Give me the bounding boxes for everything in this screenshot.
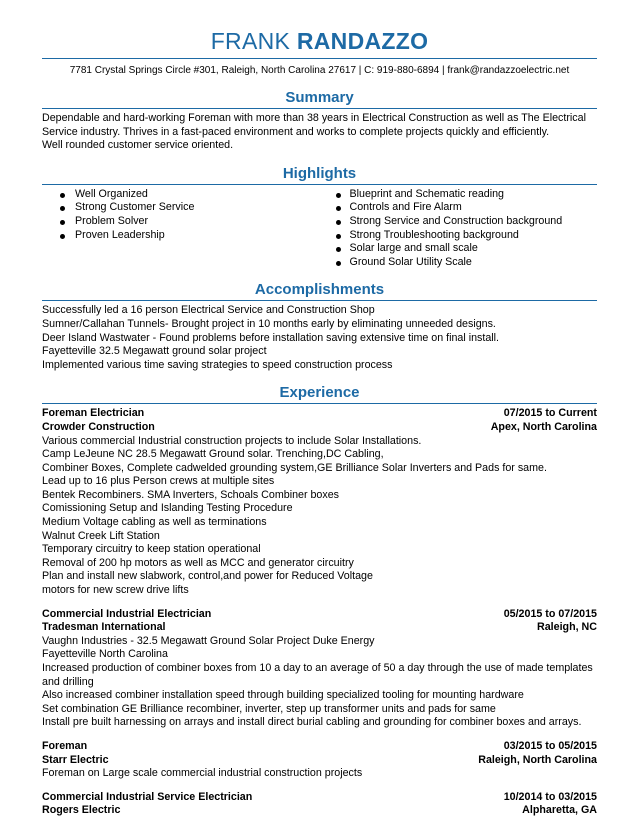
highlights-right-column: [320, 188, 598, 270]
job-location: Apex, North Carolina: [490, 420, 597, 433]
accomplishments-text: [42, 304, 597, 372]
job-detail: Comissioning Setup and Islanding Testing Procedure: [42, 502, 293, 515]
job-header: [42, 608, 597, 622]
job-dates: 03/2015 to 05/2015: [503, 739, 597, 752]
highlight-item: Controls and Fire Alarm: [320, 201, 598, 215]
job-company: Tradesman International: [42, 621, 166, 634]
accomplishments-divider: [42, 300, 597, 301]
candidate-name: [42, 26, 597, 56]
job-entry: [42, 608, 597, 730]
highlights-divider: [42, 184, 597, 185]
job-dates: 10/2014 to 03/2015: [503, 790, 597, 803]
job-detail: Various commercial Industrial construction projects to include Solar Installations.: [42, 434, 422, 447]
job-detail: Camp LeJeune NC 28.5 Megawatt Ground solar. Trenching,DC Cabling,: [42, 448, 384, 461]
experience-divider: [42, 403, 597, 404]
job-detail: Bentek Recombiners. SMA Inverters, Schoals Combiner boxes: [42, 488, 340, 501]
job-company: Starr Electric: [42, 753, 109, 766]
job-location: Raleigh, NC: [537, 621, 597, 634]
highlight-item: Strong Service and Construction background: [320, 215, 598, 229]
job-detail: Plan and install new slabwork, control,and power for Reduced Voltage: [42, 570, 373, 583]
job-title: Commercial Industrial Electrician: [42, 607, 212, 620]
highlight-item: Problem Solver: [42, 215, 320, 229]
job-company-row: [42, 754, 597, 768]
summary-divider: [42, 108, 597, 109]
highlights-list: [42, 188, 597, 270]
last-name: RANDAZZO: [296, 28, 429, 54]
job-company-row: [42, 621, 597, 635]
job-detail: Lead up to 16 plus Person crews at multiple sites: [42, 475, 275, 488]
job-company-row: [42, 804, 597, 818]
job-dates: 05/2015 to 07/2015: [503, 607, 597, 620]
accomplishment-line: Deer Island Wastwater - Found problems before installation saving extensive time on final install.: [42, 331, 500, 344]
job-title: Foreman Electrician: [42, 407, 145, 420]
accomplishment-line: Successfully led a 16 person Electrical Service and Construction Shop: [42, 304, 375, 317]
job-title: Commercial Industrial Service Electrician: [42, 790, 253, 803]
job-detail: Vaughn Industries - 32.5 Megawatt Ground Solar Project Duke Energy: [42, 634, 375, 647]
highlight-item: Well Organized: [42, 188, 320, 202]
experience-heading: Experience: [279, 384, 360, 402]
summary-line: Service industry. Thrives in a fast-paced environment and works to complete projects quickly and efficiently.: [42, 125, 550, 138]
job-detail: Removal of 200 hp motors as well as MCC and generator circuitry: [42, 556, 354, 569]
summary-line: Well rounded customer service oriented.: [42, 139, 234, 152]
highlight-item: Strong Troubleshooting background: [320, 229, 598, 243]
job-detail: Also increased combiner installation speed through building specialized tooling for mounting hardware: [42, 689, 524, 702]
job-header: [42, 791, 597, 805]
job-location: Alpharetta, GA: [522, 804, 597, 817]
job-detail: Medium Voltage cabling as well as terminations: [42, 516, 267, 529]
job-detail: Set combination GE Brilliance recombiner, inverter, step up transformer units and pads for same: [42, 702, 496, 715]
job-detail: Combiner Boxes, Complete cadwelded grounding system,GE Brilliance Solar Inverters and Pads for same.: [42, 461, 547, 474]
summary-text: [42, 112, 597, 153]
job-entry: [42, 740, 597, 781]
job-detail: Increased production of combiner boxes from 10 a day to an average of 50 a day through the use of made templates and drilling: [42, 662, 593, 688]
job-detail: motors for new screw drive lifts: [42, 584, 189, 597]
job-detail: Temporary circuitry to keep station operational: [42, 543, 261, 556]
job-entry: [42, 791, 597, 818]
first-name: FRANK: [210, 28, 291, 54]
job-detail: Fayetteville North Carolina: [42, 648, 168, 661]
highlight-item: Strong Customer Service: [42, 201, 320, 215]
accomplishment-line: Sumner/Callahan Tunnels- Brought project in 10 months early by eliminating unneeded designs.: [42, 317, 496, 330]
highlight-item: Ground Solar Utility Scale: [320, 256, 598, 270]
job-location: Raleigh, North Carolina: [478, 753, 597, 766]
job-title: Foreman: [42, 739, 88, 752]
accomplishment-line: Implemented various time saving strategies to speed construction process: [42, 358, 393, 371]
job-dates: 07/2015 to Current: [503, 407, 597, 420]
highlights-heading: Highlights: [282, 164, 357, 182]
resume-page: [42, 26, 597, 818]
job-detail: Install pre built harnessing on arrays and install direct burial cabling and grounding for combiner boxes and arrays.: [42, 716, 582, 729]
highlights-left-column: [42, 188, 320, 270]
contact-info: 7781 Crystal Springs Circle #301, Raleigh, North Carolina 27617 | C: 919-880-6894 | frank@randazzoelectric.net: [69, 65, 570, 76]
summary-line: Dependable and hard-working Foreman with more than 38 years in Electrical Construction as well as The Electrical: [42, 112, 586, 124]
accomplishment-line: Fayetteville 32.5 Megawatt ground solar project: [42, 345, 267, 358]
job-company: Crowder Construction: [42, 420, 155, 433]
highlight-item: Proven Leadership: [42, 229, 320, 243]
job-entry: [42, 407, 597, 597]
job-detail: Walnut Creek Lift Station: [42, 529, 160, 542]
summary-heading: Summary: [285, 89, 354, 106]
job-detail: Foreman on Large scale commercial industrial construction projects: [42, 767, 363, 780]
job-company: Rogers Electric: [42, 804, 121, 817]
job-header: [42, 740, 597, 754]
header-divider: [42, 58, 597, 59]
job-header: [42, 407, 597, 421]
highlight-item: Solar large and small scale: [320, 242, 598, 256]
accomplishments-heading: Accomplishments: [254, 281, 385, 299]
job-company-row: [42, 421, 597, 435]
highlight-item: Blueprint and Schematic reading: [320, 188, 598, 202]
